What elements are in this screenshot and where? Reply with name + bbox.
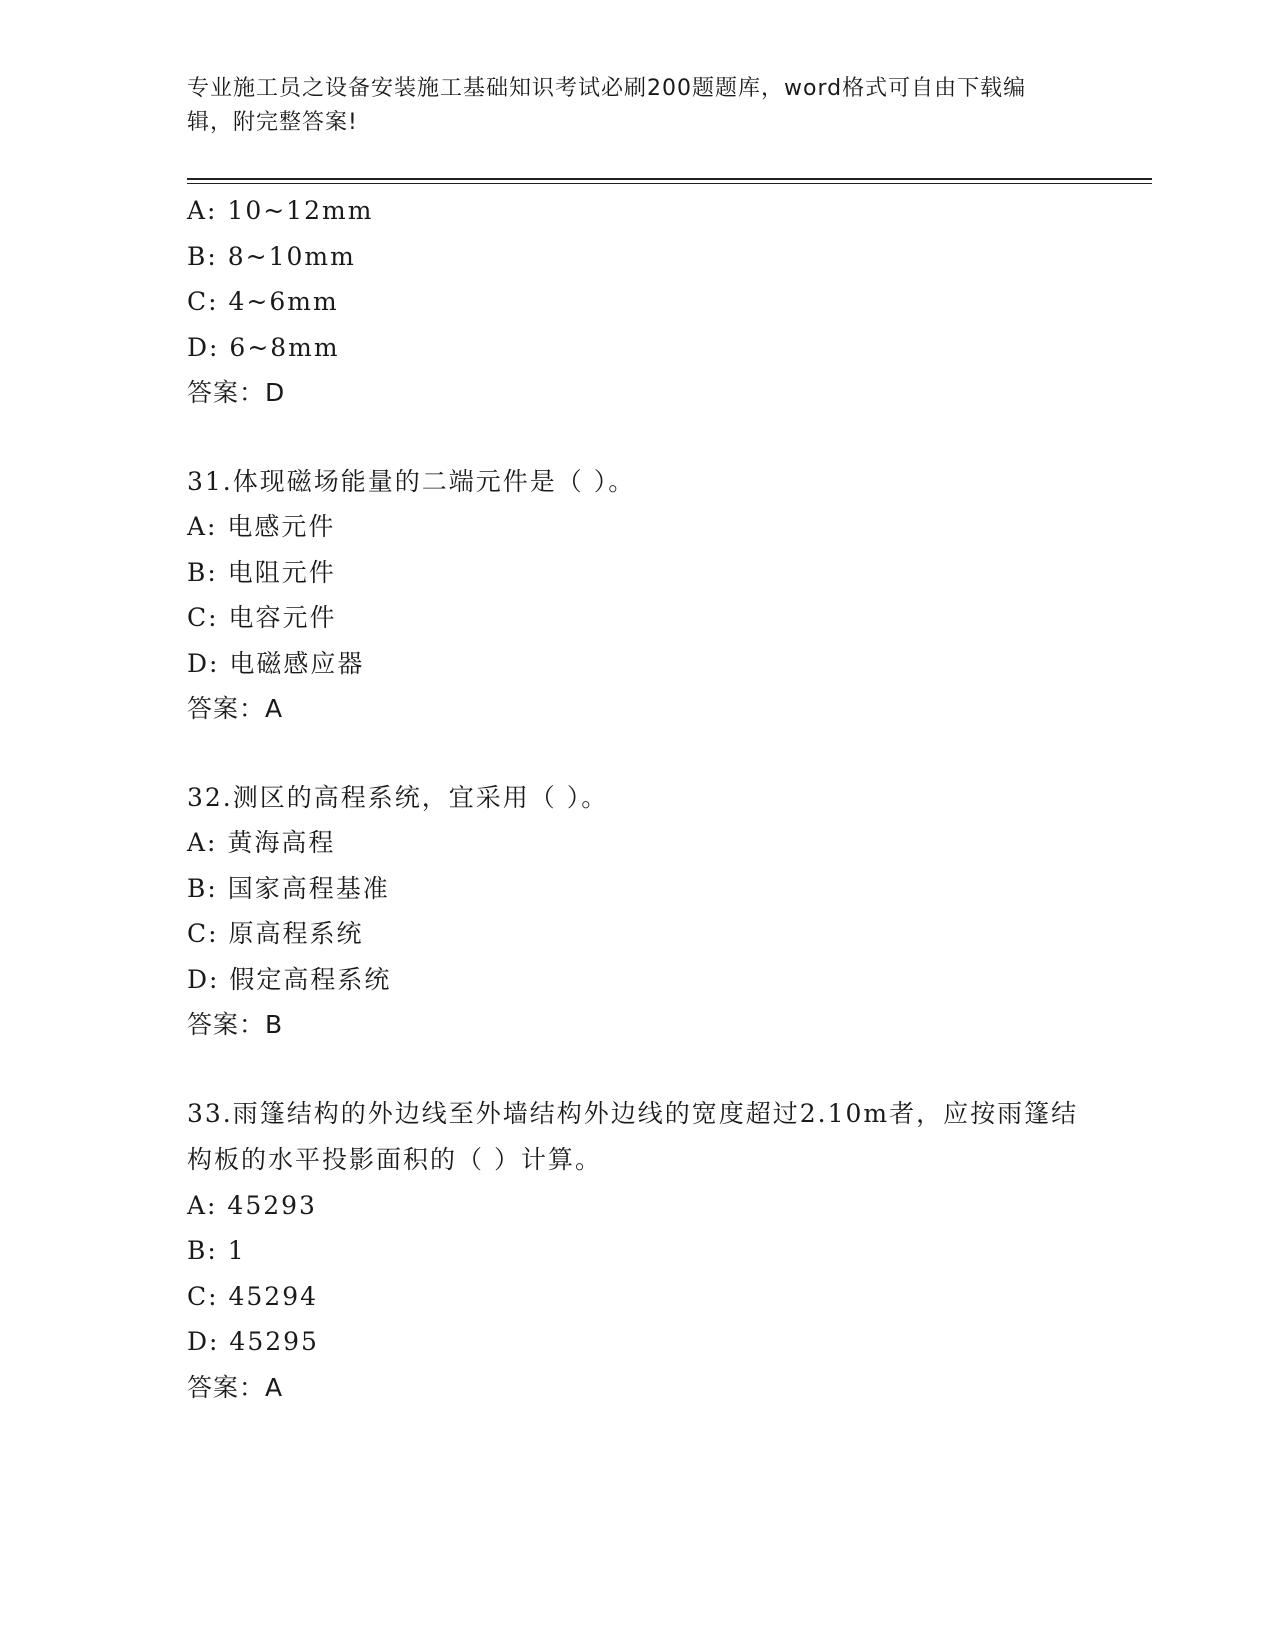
question-32	[187, 775, 1087, 1048]
option-c: C: 45294	[187, 1281, 319, 1311]
option-b: B: 电阻元件	[187, 557, 336, 587]
option-d: D: 假定高程系统	[187, 964, 392, 994]
question-stem: 33.雨篷结构的外边线至外墙结构外边线的宽度超过2.10m者，应按雨篷结构板的水平投影面积的（ ）计算。	[187, 1098, 1079, 1174]
question-33	[187, 1091, 1087, 1411]
option-a: A: 黄海高程	[187, 828, 336, 857]
document-header: 专业施工员之设备安装施工基础知识考试必刷200题题库，word格式可自由下载编辑，附完整答案!	[187, 76, 1027, 135]
question-stem: 31.体现磁场能量的二端元件是（ ）。	[187, 466, 636, 496]
option-c: C: 原高程系统	[187, 919, 364, 948]
question-31	[187, 459, 1087, 732]
option-b: B: 国家高程基准	[187, 873, 390, 903]
option-c: C: 4~6mm	[187, 287, 339, 316]
answer-label: 答案：D	[187, 378, 286, 407]
prev-question-block	[187, 188, 1087, 416]
option-a: A: 10~12mm	[187, 196, 374, 225]
option-d: D: 45295	[187, 1327, 319, 1356]
option-b: B: 1	[187, 1236, 246, 1265]
question-stem: 32.测区的高程系统，宜采用（ ）。	[187, 782, 609, 812]
option-a: A: 45293	[187, 1190, 317, 1220]
option-a: A: 电感元件	[187, 512, 336, 541]
option-d: D: 电磁感应器	[187, 648, 365, 678]
answer-label: 答案：B	[187, 1010, 284, 1039]
option-d: D: 6~8mm	[187, 332, 340, 362]
answer-label: 答案：A	[187, 1372, 284, 1402]
answer-label: 答案：A	[187, 694, 284, 723]
question-list	[187, 188, 1087, 1410]
option-b: B: 8~10mm	[187, 241, 356, 271]
header-divider-thick	[187, 178, 1152, 180]
header-divider-thin	[187, 183, 1152, 184]
option-c: C: 电容元件	[187, 603, 337, 632]
